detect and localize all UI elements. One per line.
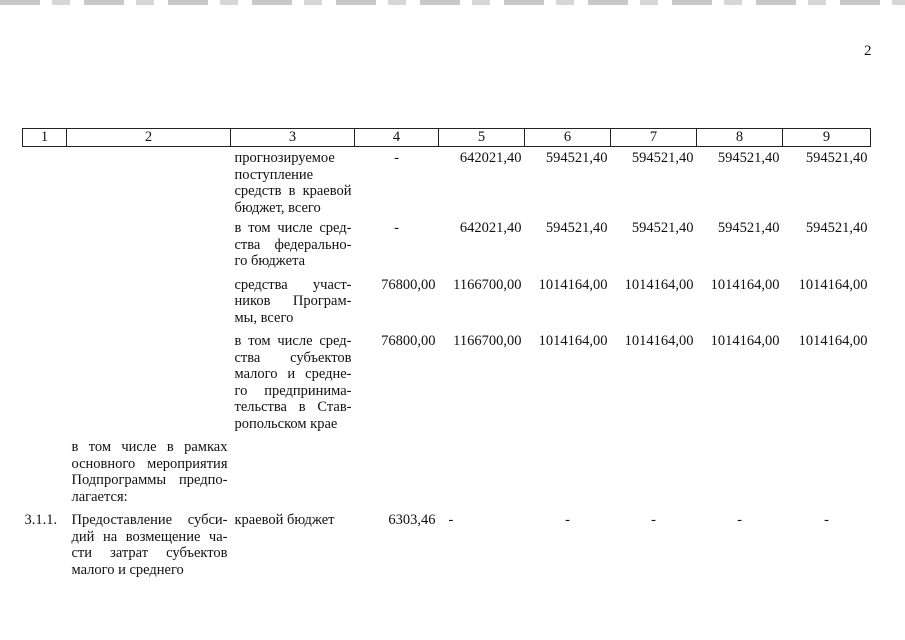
row-value-col-7: 594521,40 <box>631 220 694 236</box>
row-number <box>23 439 67 512</box>
row-value-col-5 <box>439 439 525 512</box>
page-number: 2 <box>864 43 872 59</box>
row-value-col-8 <box>697 439 783 512</box>
header-row <box>23 129 871 147</box>
row-value-col-8: 594521,40 <box>717 150 780 166</box>
header-col-5: 5 <box>439 129 525 147</box>
header-col-9: 9 <box>783 129 871 147</box>
row-funding-source: в том числе сред-ства федерально-го бюджета <box>234 220 352 269</box>
row-value-col-7: 1014164,00 <box>624 333 694 349</box>
row-value-col-9: - <box>824 512 829 528</box>
row-value-col-6 <box>525 439 611 512</box>
row-value-col-5: 642021,40 <box>459 150 522 166</box>
row-value-col-7: - <box>651 512 656 528</box>
table-row <box>23 220 871 277</box>
row-value-col-8: 594521,40 <box>717 220 780 236</box>
row-value-col-9 <box>783 439 871 512</box>
row-value-col-6: - <box>565 512 570 528</box>
row-value-col-5: 642021,40 <box>459 220 522 236</box>
row-funding-source <box>231 439 355 512</box>
scan-top-edge <box>0 0 905 5</box>
row-value-col-6: 1014164,00 <box>538 276 608 293</box>
row-value-col-5: 1166700,00 <box>453 333 522 349</box>
budget-table <box>22 128 871 585</box>
table-row <box>23 277 871 334</box>
row-number <box>23 277 67 334</box>
row-value-col-6: 594521,40 <box>545 150 608 166</box>
row-value-col-7 <box>611 439 697 512</box>
row-value-col-4: - <box>394 150 399 166</box>
header-col-2: 2 <box>67 129 231 147</box>
row-number <box>23 333 67 439</box>
row-value-col-8: - <box>737 512 742 528</box>
row-value-col-9: 1014164,00 <box>798 333 868 349</box>
row-number <box>23 220 67 277</box>
row-value-col-4: 76800,00 <box>381 276 436 293</box>
row-funding-source: прогнозируемое поступление средств в краевой бюджет, всего <box>234 150 352 216</box>
row-description <box>67 277 231 334</box>
header-col-8: 8 <box>697 129 783 147</box>
row-value-col-7: 594521,40 <box>631 150 694 166</box>
header-col-6: 6 <box>525 129 611 147</box>
table-row <box>23 147 871 221</box>
table-row <box>23 439 871 512</box>
row-value-col-8: 1014164,00 <box>710 276 780 293</box>
row-description <box>67 220 231 277</box>
row-value-col-4: 6303,46 <box>388 512 436 528</box>
row-value-col-9: 594521,40 <box>805 150 868 166</box>
row-funding-source: в том числе сред-ства субъектов малого и средне-го предпринима-тельства в Став-ропольском крае <box>234 333 352 432</box>
header-col-1: 1 <box>23 129 67 147</box>
row-funding-source: краевой бюджет <box>234 512 335 528</box>
header-col-7: 7 <box>611 129 697 147</box>
row-number: 3.1.1. <box>24 512 58 528</box>
table-row <box>23 333 871 439</box>
row-funding-source: средства участ-ников Програм-мы, всего <box>234 276 352 326</box>
row-value-col-5: - <box>448 512 454 528</box>
header-col-4: 4 <box>355 129 439 147</box>
row-description <box>67 333 231 439</box>
header-col-3: 3 <box>231 129 355 147</box>
budget-table-container <box>22 128 870 585</box>
row-description: в том числе в рамках основного мероприятия Подпрограммы предпо-лагается: <box>71 439 228 505</box>
row-value-col-9: 594521,40 <box>805 220 868 236</box>
row-value-col-4: - <box>394 220 399 236</box>
row-description <box>67 147 231 221</box>
row-value-col-6: 594521,40 <box>545 220 608 236</box>
row-value-col-9: 1014164,00 <box>798 276 868 293</box>
row-value-col-7: 1014164,00 <box>624 276 694 293</box>
row-number <box>23 147 67 221</box>
row-value-col-8: 1014164,00 <box>710 333 780 349</box>
table-row <box>23 512 871 585</box>
row-value-col-4 <box>355 439 439 512</box>
row-description: Предоставление субси-дий на возмещение ча-сти затрат субъектов малого и среднего <box>71 512 228 578</box>
row-value-col-6: 1014164,00 <box>538 333 608 349</box>
row-value-col-5: 1166700,00 <box>453 276 522 293</box>
row-value-col-4: 76800,00 <box>381 333 436 349</box>
